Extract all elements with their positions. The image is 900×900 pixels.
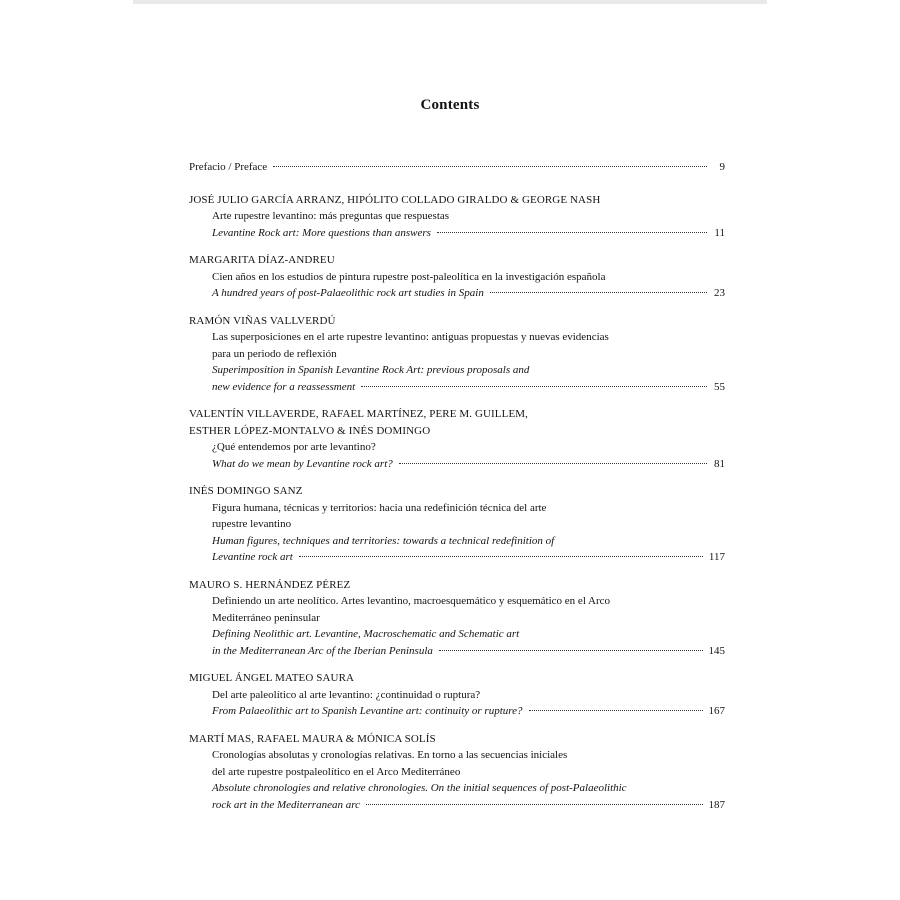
entry-english-title: Superimposition in Spanish Levantine Rock Art: previous proposals and: [212, 364, 530, 376]
entry-spanish-title: Del arte paleolítico al arte levantino: ¿continuidad o ruptura?: [212, 688, 481, 701]
entry-english-title: Defining Neolithic art. Levantine, Macroschematic and Schematic art: [212, 628, 520, 640]
toc-entry: [189, 670, 725, 720]
toc-entry: [189, 483, 725, 566]
dot-leader: [439, 650, 703, 651]
entry-authors: MARGARITA DÍAZ-ANDREU: [189, 254, 335, 266]
entry-spanish-title: Cronologías absolutas y cronologías relativas. En torno a las secuencias iniciales: [212, 749, 568, 761]
entry-spanish-title: Cien años en los estudios de pintura rupestre post-paleolítica en la investigación española: [212, 270, 606, 283]
entry-spanish-title: Las superposiciones en el arte rupestre levantino: antiguas propuestas y nuevas evidencias: [212, 331, 609, 343]
entry-english-title-text: Levantine Rock art: More questions than answers: [212, 226, 431, 239]
entry-english-title-text: Levantine rock art: [212, 551, 293, 563]
entry-english-title: [189, 797, 725, 814]
entry-english-title: Absolute chronologies and relative chronologies. On the initial sequences of post-Palaeolithic: [212, 782, 627, 794]
entry-english-title-text: in the Mediterranean Arc of the Iberian Peninsula: [212, 644, 433, 657]
entry-authors: MARTÍ MAS, RAFAEL MAURA & MÓNICA SOLÍS: [189, 732, 436, 745]
entry-page-number: 117: [708, 551, 725, 563]
toc-entry-preface: [189, 159, 725, 176]
entry-english-title: [189, 456, 725, 473]
toc-entry: [189, 406, 725, 472]
preface-page-number: 9: [719, 161, 725, 173]
entry-authors: MIGUEL ÁNGEL MATEO SAURA: [189, 672, 355, 684]
entry-authors: RAMÓN VIÑAS VALLVERDÚ: [189, 314, 336, 327]
entry-page-number: 55: [714, 380, 725, 393]
entry-english-title-text: new evidence for a reassessment: [212, 380, 356, 393]
entry-authors: MAURO S. HERNÁNDEZ PÉREZ: [189, 578, 351, 591]
table-of-contents: [189, 159, 725, 824]
preface-line: [189, 159, 725, 176]
toc-entry: [189, 252, 725, 302]
entry-page-number: 81: [714, 457, 725, 470]
dot-leader: [399, 463, 707, 464]
entry-english-title: [189, 225, 725, 242]
toc-entry: [189, 731, 725, 814]
contents-title: Contents: [420, 97, 480, 113]
dot-leader: [361, 386, 707, 387]
dot-leader: [366, 804, 703, 805]
dot-leader: [490, 292, 707, 293]
entry-english-title-text: From Palaeolithic art to Spanish Levantine art: continuity or rupture?: [212, 705, 523, 717]
entry-page-number: 167: [708, 705, 725, 717]
entry-spanish-title: rupestre levantino: [212, 518, 292, 530]
toc-entry: [189, 192, 725, 242]
entry-english-title: [189, 379, 725, 396]
entry-english-title: [189, 703, 725, 720]
entry-english-title-text: rock art in the Mediterranean arc: [212, 798, 360, 811]
toc-entries: [189, 192, 725, 814]
entry-page-number: 11: [714, 226, 725, 239]
entry-english-title: Human figures, techniques and territories: towards a technical redefinition of: [212, 534, 555, 547]
entry-spanish-title: para un periodo de reflexión: [212, 347, 337, 360]
entry-authors: VALENTÍN VILLAVERDE, RAFAEL MARTÍNEZ, PERE M. GUILLEM,: [189, 408, 528, 420]
entry-authors: INÉS DOMINGO SANZ: [189, 485, 303, 497]
dot-leader: [273, 166, 707, 167]
entry-english-title-text: What do we mean by Levantine rock art?: [212, 457, 393, 470]
dot-leader: [529, 710, 703, 711]
entry-authors: ESTHER LÓPEZ-MONTALVO & INÉS DOMINGO: [189, 424, 431, 437]
entry-spanish-title: ¿Qué entendemos por arte levantino?: [212, 441, 376, 453]
toc-entry: [189, 313, 725, 396]
entry-spanish-title: Definiendo un arte neolítico. Artes levantino, macroesquemático y esquemático en el Arco: [212, 595, 611, 607]
entry-spanish-title: Figura humana, técnicas y territorios: hacia una redefinición técnica del arte: [212, 501, 547, 514]
entry-english-title: [189, 549, 725, 566]
entry-page-number: 187: [708, 798, 725, 811]
entry-english-title: [189, 285, 725, 302]
entry-english-title-text: A hundred years of post-Palaeolithic rock art studies in Spain: [212, 287, 484, 299]
entry-authors: JOSÉ JULIO GARCÍA ARRANZ, HIPÓLITO COLLADO GIRALDO & GEORGE NASH: [189, 193, 601, 206]
entry-spanish-title: Mediterráneo peninsular: [212, 611, 320, 624]
dot-leader: [299, 556, 703, 557]
preface-label: Prefacio / Preface: [189, 161, 268, 173]
entry-spanish-title: Arte rupestre levantino: más preguntas que respuestas: [212, 210, 450, 222]
top-edge-rule: [133, 0, 767, 4]
entry-page-number: 145: [708, 644, 725, 657]
entry-english-title: [189, 643, 725, 660]
dot-leader: [437, 232, 707, 233]
toc-entry: [189, 577, 725, 660]
entry-page-number: 23: [714, 287, 725, 299]
entry-spanish-title: del arte rupestre postpaleolítico en el Arco Mediterráneo: [212, 765, 461, 778]
